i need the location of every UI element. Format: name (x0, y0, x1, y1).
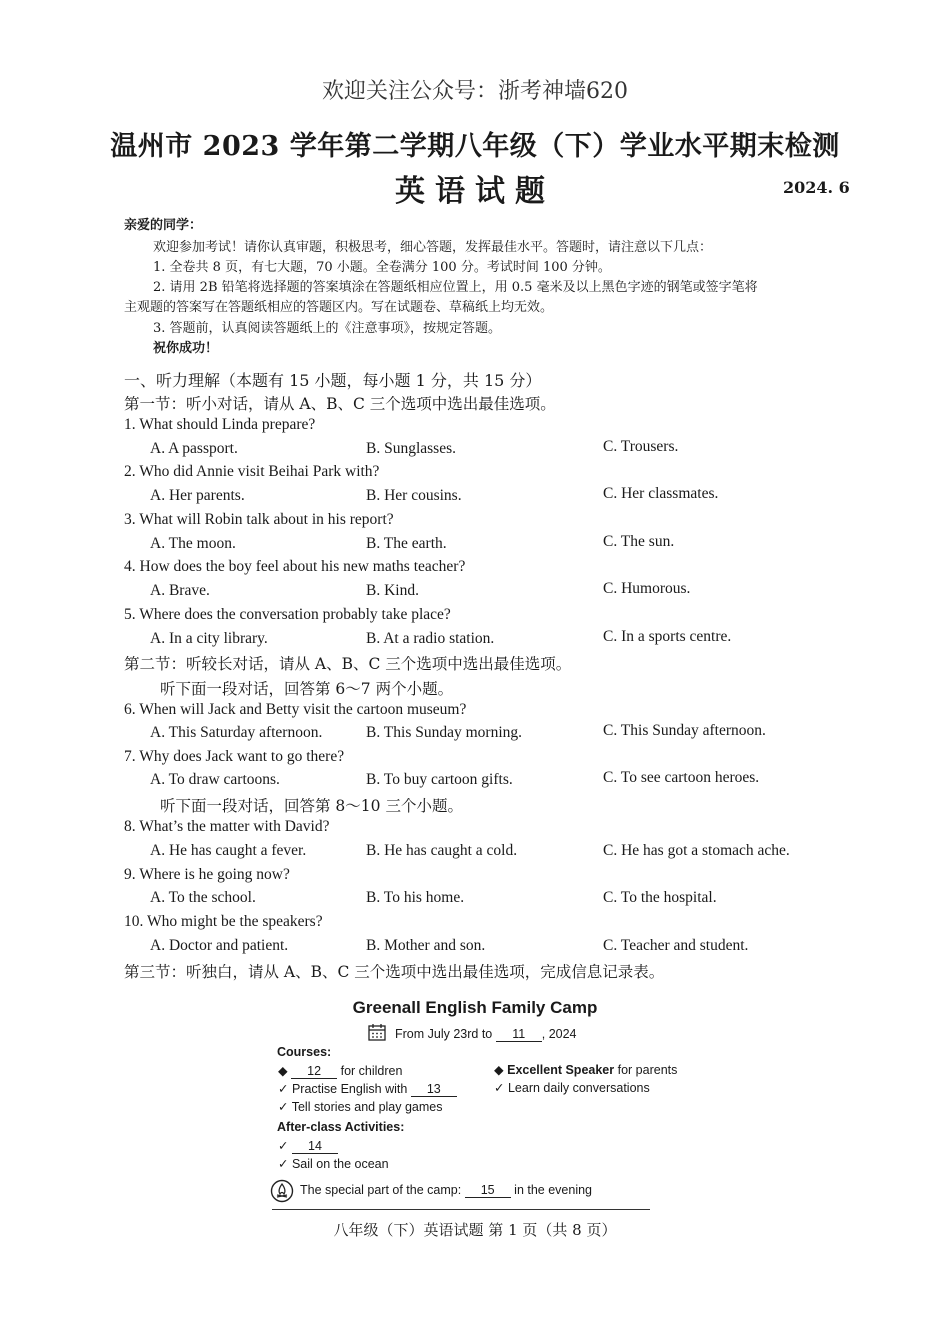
course-conversations-text: Learn daily conversations (507, 1081, 650, 1095)
note-2-line-1: 2. 请用 2B 铅笔将选择题的答案填涂在答题纸相应位置上，用 0.5 毫米及以上黑色字迹的钢笔或签字笔将 (153, 280, 758, 295)
activity-blank (278, 1138, 338, 1154)
course-parents (494, 1062, 677, 1077)
option-8b: B. He has caught a cold. (366, 842, 518, 859)
special-part-line (300, 1183, 592, 1198)
calendar-icon (368, 1023, 386, 1041)
courses-label: Courses: (277, 1045, 332, 1059)
camp-date-line (395, 1027, 577, 1042)
special-part-text: The special part of the camp: (300, 1183, 462, 1197)
part-2-note-2: 听下面一段对话，回答第 8～10 三个小题。 (160, 797, 463, 815)
option-7b: B. To buy cartoon gifts. (366, 771, 513, 788)
option-1a: A. A passport. (150, 440, 238, 457)
option-3a: A. The moon. (150, 535, 236, 552)
camp-date-suffix: , 2024 (541, 1027, 577, 1041)
activity-sail (278, 1156, 389, 1171)
question-10: 10. Who might be the speakers? (124, 913, 323, 930)
part-1-instruction: 第一节：听小对话，请从 A、B、C 三个选项中选出最佳选项。 (124, 395, 556, 413)
option-4c: C. Humorous. (603, 580, 691, 597)
option-8c: C. He has got a stomach ache. (603, 842, 790, 859)
page-footer: 八年级（下）英语试题 第 1 页（共 8 页） (333, 1221, 617, 1239)
option-8a: A. He has caught a fever. (150, 842, 307, 859)
option-2c: C. Her classmates. (603, 485, 719, 502)
diamond-bullet-icon: ◆ (278, 1064, 288, 1078)
option-9b: B. To his home. (366, 889, 465, 906)
course-conversations (494, 1080, 650, 1095)
question-1: 1. What should Linda prepare? (124, 416, 316, 433)
option-4a: A. Brave. (150, 582, 210, 599)
note-3: 3. 答题前，认真阅读答题纸上的《注意事项》，按规定答题。 (153, 321, 502, 336)
option-9a: A. To the school. (150, 889, 256, 906)
question-7: 7. Why does Jack want to go there? (124, 748, 345, 765)
option-1b: B. Sunglasses. (366, 440, 456, 457)
excellent-speaker-text: Excellent Speaker (507, 1063, 615, 1077)
campfire-badge-icon (270, 1179, 294, 1203)
blank-14: 14 (292, 1139, 338, 1154)
course-practise (278, 1081, 457, 1097)
option-6a: A. This Saturday afternoon. (150, 724, 323, 741)
subject-title: 英语试题 (395, 174, 555, 209)
section-1-title: 一、听力理解（本题有 15 小题，每小题 1 分，共 15 分） (124, 371, 542, 390)
blank-15: 15 (465, 1183, 511, 1198)
watermark-text: 欢迎关注公众号：浙考神墙620 (322, 79, 628, 104)
blank-12: 12 (291, 1064, 337, 1079)
wish-text: 祝你成功！ (153, 341, 219, 356)
exam-date: 2024. 6 (783, 178, 850, 197)
activities-label: After-class Activities: (277, 1120, 405, 1134)
footer-divider (272, 1209, 650, 1210)
option-5a: A. In a city library. (150, 630, 268, 647)
question-8: 8. What’s the matter with David? (124, 818, 330, 835)
check-icon: ✓ (278, 1082, 289, 1096)
option-10a: A. Doctor and patient. (150, 937, 289, 954)
check-icon: ✓ (494, 1081, 505, 1095)
exam-title: 温州市 2023 学年第二学期八年级（下）学业水平期末检测 (110, 131, 840, 162)
option-9c: C. To the hospital. (603, 889, 717, 906)
option-2a: A. Her parents. (150, 487, 245, 504)
option-7a: A. To draw cartoons. (150, 771, 280, 788)
option-10b: B. Mother and son. (366, 937, 486, 954)
course-children-text: for children (340, 1064, 403, 1078)
option-5b: B. At a radio station. (366, 630, 495, 647)
activity-sail-text: Sail on the ocean (291, 1157, 389, 1171)
option-6c: C. This Sunday afternoon. (603, 722, 766, 739)
question-9: 9. Where is he going now? (124, 866, 290, 883)
course-stories (278, 1099, 443, 1114)
option-6b: B. This Sunday morning. (366, 724, 523, 741)
camp-date-prefix: From July 23rd to (395, 1027, 493, 1041)
course-parents-text: for parents (617, 1063, 678, 1077)
check-icon: ✓ (278, 1100, 289, 1114)
welcome-text: 欢迎参加考试！请你认真审题，积极思考，细心答题，发挥最佳水平。答题时，请注意以下几点： (153, 240, 713, 255)
question-3: 3. What will Robin talk about in his report? (124, 511, 394, 528)
blank-13: 13 (411, 1082, 457, 1097)
option-10c: C. Teacher and student. (603, 937, 749, 954)
course-stories-text: Tell stories and play games (291, 1100, 443, 1114)
question-4: 4. How does the boy feel about his new maths teacher? (124, 558, 466, 575)
option-3c: C. The sun. (603, 533, 675, 550)
question-2: 2. Who did Annie visit Beihai Park with? (124, 463, 380, 480)
option-7c: C. To see cartoon heroes. (603, 769, 760, 786)
option-1c: C. Trousers. (603, 438, 679, 455)
check-icon: ✓ (278, 1139, 289, 1153)
option-3b: B. The earth. (366, 535, 447, 552)
special-part-suffix: in the evening (514, 1183, 593, 1197)
option-5c: C. In a sports centre. (603, 628, 732, 645)
course-children (278, 1063, 402, 1079)
note-2-line-2: 主观题的答案写在答题纸相应的答题区内。写在试题卷、草稿纸上均无效。 (124, 300, 554, 315)
option-2b: B. Her cousins. (366, 487, 462, 504)
part-2-instruction: 第二节：听较长对话，请从 A、B、C 三个选项中选出最佳选项。 (124, 655, 572, 673)
camp-title: Greenall English Family Camp (352, 998, 598, 1017)
blank-11: 11 (496, 1027, 542, 1042)
part-3-instruction: 第三节：听独白，请从 A、B、C 三个选项中选出最佳选项，完成信息记录表。 (124, 963, 665, 981)
question-5: 5. Where does the conversation probably take place? (124, 606, 451, 623)
option-4b: B. Kind. (366, 582, 419, 599)
diamond-bullet-icon: ◆ (494, 1063, 504, 1077)
part-2-note-1: 听下面一段对话，回答第 6～7 两个小题。 (160, 680, 454, 698)
question-6: 6. When will Jack and Betty visit the cartoon museum? (124, 701, 467, 718)
note-1: 1. 全卷共 8 页，有七大题，70 小题。全卷满分 100 分。考试时间 100 分钟。 (153, 260, 611, 275)
course-practise-text: Practise English with (291, 1082, 408, 1096)
greeting: 亲爱的同学： (124, 218, 203, 233)
check-icon: ✓ (278, 1157, 289, 1171)
